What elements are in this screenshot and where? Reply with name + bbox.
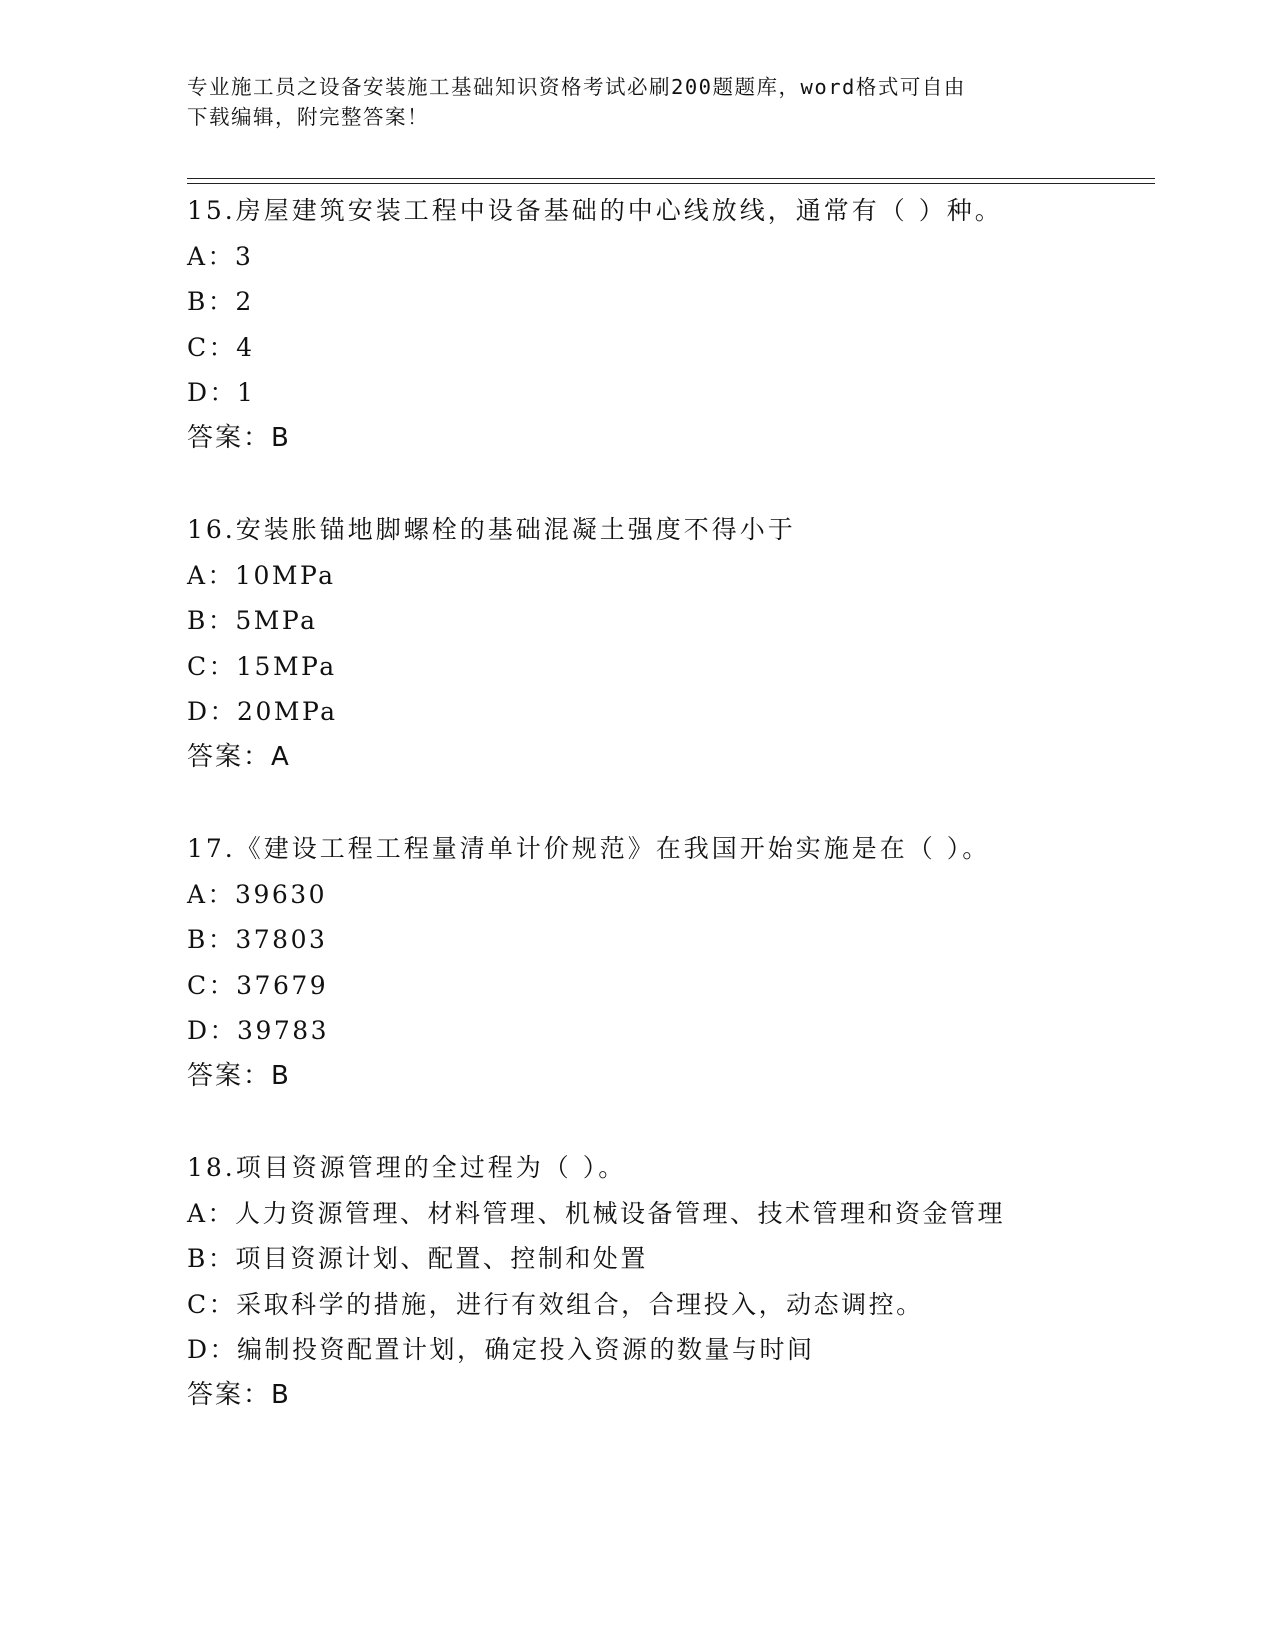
option-b: B：项目资源计划、配置、控制和处置 [187,1244,648,1273]
header-divider-bottom [187,183,1155,184]
option-b: B：2 [187,287,254,316]
question-stem: 18.项目资源管理的全过程为（ ）。 [187,1153,627,1182]
option-c: C：4 [187,332,255,362]
header-line-2: 下载编辑，附完整答案！ [187,105,429,129]
option-c: C：37679 [187,970,329,1000]
question-stem: 17.《建设工程工程量清单计价规范》在我国开始实施是在（ ）。 [187,834,991,863]
option-a: A：10MPa [187,560,336,590]
question-stem: 16.安装胀锚地脚螺栓的基础混凝土强度不得小于 [187,515,796,544]
question-block-16 [187,507,1147,780]
option-b: B：5MPa [187,606,318,635]
option-a: A：3 [187,241,254,271]
question-block-17 [187,826,1147,1099]
answer-line: 答案：A [187,741,291,772]
question-stem: 15.房屋建筑安装工程中设备基础的中心线放线，通常有（ ）种。 [187,196,1003,225]
question-block-18 [187,1145,1147,1418]
option-d: D：编制投资配置计划，确定投入资源的数量与时间 [187,1335,815,1364]
header-divider-top [187,178,1155,179]
header-line-1: 专业施工员之设备安装施工基础知识资格考试必刷200题题库，word格式可自由 [187,75,966,99]
option-d: D：39783 [187,1016,330,1045]
answer-line: 答案：B [187,1060,291,1091]
answer-line: 答案：B [187,422,291,453]
option-b: B：37803 [187,925,328,954]
option-a: A：人力资源管理、材料管理、机械设备管理、技术管理和资金管理 [187,1198,1006,1228]
option-a: A：39630 [187,879,328,909]
option-c: C：15MPa [187,651,337,681]
option-d: D：1 [187,378,256,407]
option-d: D：20MPa [187,697,338,726]
option-c: C：采取科学的措施，进行有效组合，合理投入，动态调控。 [187,1289,924,1319]
answer-line: 答案：B [187,1379,291,1410]
document-header [187,72,1067,132]
question-block-15 [187,188,1147,461]
